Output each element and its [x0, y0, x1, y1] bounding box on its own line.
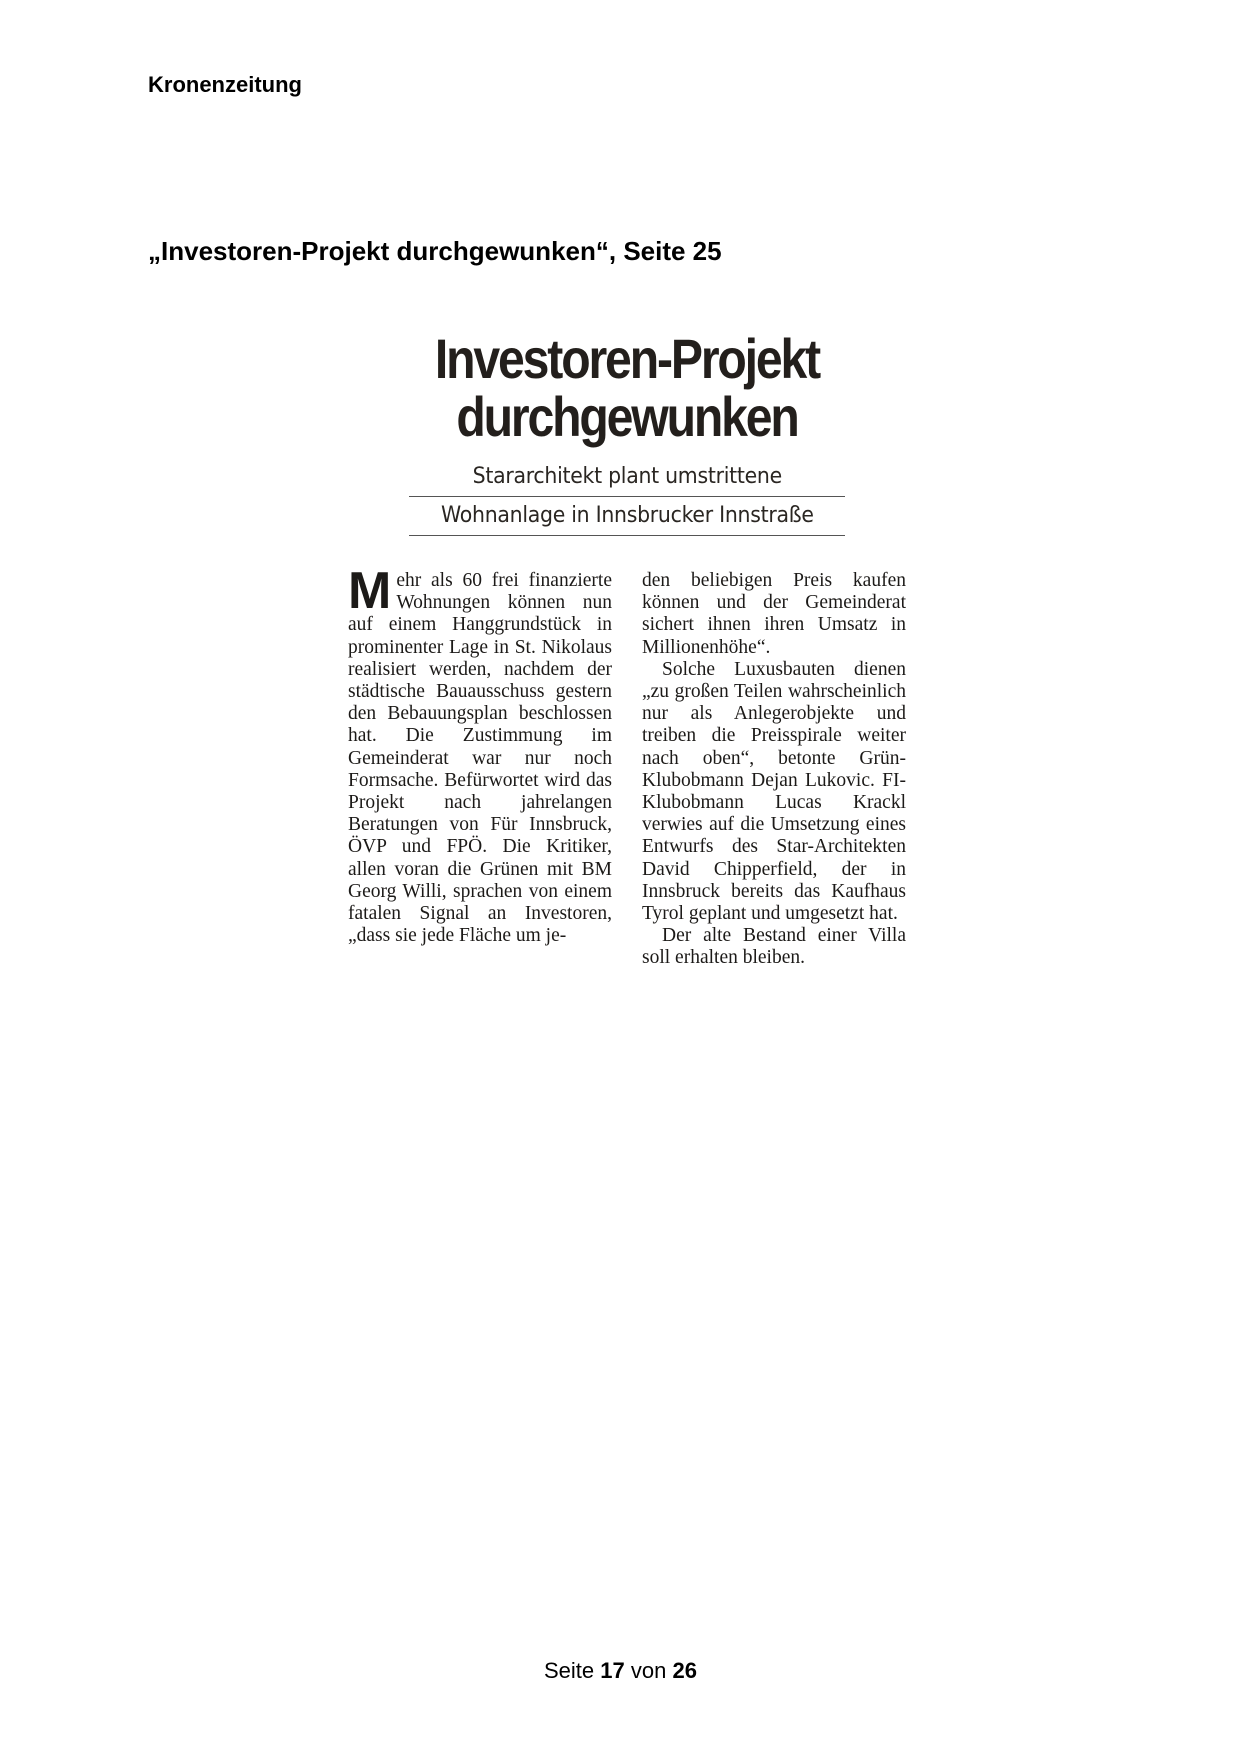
page-total: 26	[672, 1658, 697, 1683]
page-footer	[0, 1658, 1241, 1684]
article-column-2	[642, 570, 906, 970]
article-clipping	[348, 327, 906, 970]
page-number: 17	[600, 1658, 625, 1683]
subhead-line-1: Stararchitekt plant umstrittene	[409, 458, 845, 497]
article-subheadline	[409, 458, 845, 536]
footer-middle: von	[630, 1658, 667, 1683]
paragraph: Solche Luxusbauten dienen „zu großen Teilen wahrscheinlich nur als Anlegerobjekte und treiben die Preisspirale weiter nach oben“, betonte Grün-Klubobmann Dejan Lukovic. FI-Klubobmann Lucas Krackl verwies auf die Umsetzung eines Entwurfs des Star-Architekten David Chipperfield, der in Innsbruck bereits das Kaufhaus Tyrol geplant und umgesetzt hat.	[642, 658, 906, 925]
article-body	[348, 562, 906, 970]
clip-title: „Investoren-Projekt durchgewunken“, Seite 25	[148, 236, 722, 266]
drop-cap: M	[348, 562, 392, 620]
article-headline	[387, 327, 867, 448]
paragraph: den beliebigen Preis kaufen können und der Gemeinderat sichert ihnen ihren Umsatz in Millionenhöhe“.	[642, 570, 906, 658]
subhead-line-2: Wohnanlage in Innsbrucker Innstraße	[409, 497, 845, 536]
headline-line-1: Investoren-Projekt	[434, 327, 820, 390]
paragraph	[348, 562, 612, 947]
paragraph: Der alte Bestand einer Villa soll erhalten bleiben.	[642, 925, 906, 969]
headline-line-2: durchgewunken	[456, 385, 798, 448]
article-column-1	[348, 562, 612, 970]
paragraph-text: ehr als 60 frei finanzierte Wohnungen können nun auf einem Hanggrundstück in prominenter Lage in St. Nikolaus realisiert werden, nachdem der städtische Bauausschuss gestern den Bebauungsplan beschlossen hat. Die Zustimmung im Gemeinderat war nur noch Formsache. Befürwortet wird das Projekt nach jahrelangen Beratungen von Für Innsbruck, ÖVP und FPÖ. Die Kritiker, allen voran die Grünen mit BM Georg Willi, sprachen von einem fatalen Signal an Investoren, „dass sie jede Fläche um je-	[348, 570, 612, 947]
source-name: Kronenzeitung	[148, 72, 302, 97]
footer-prefix: Seite	[544, 1658, 595, 1683]
